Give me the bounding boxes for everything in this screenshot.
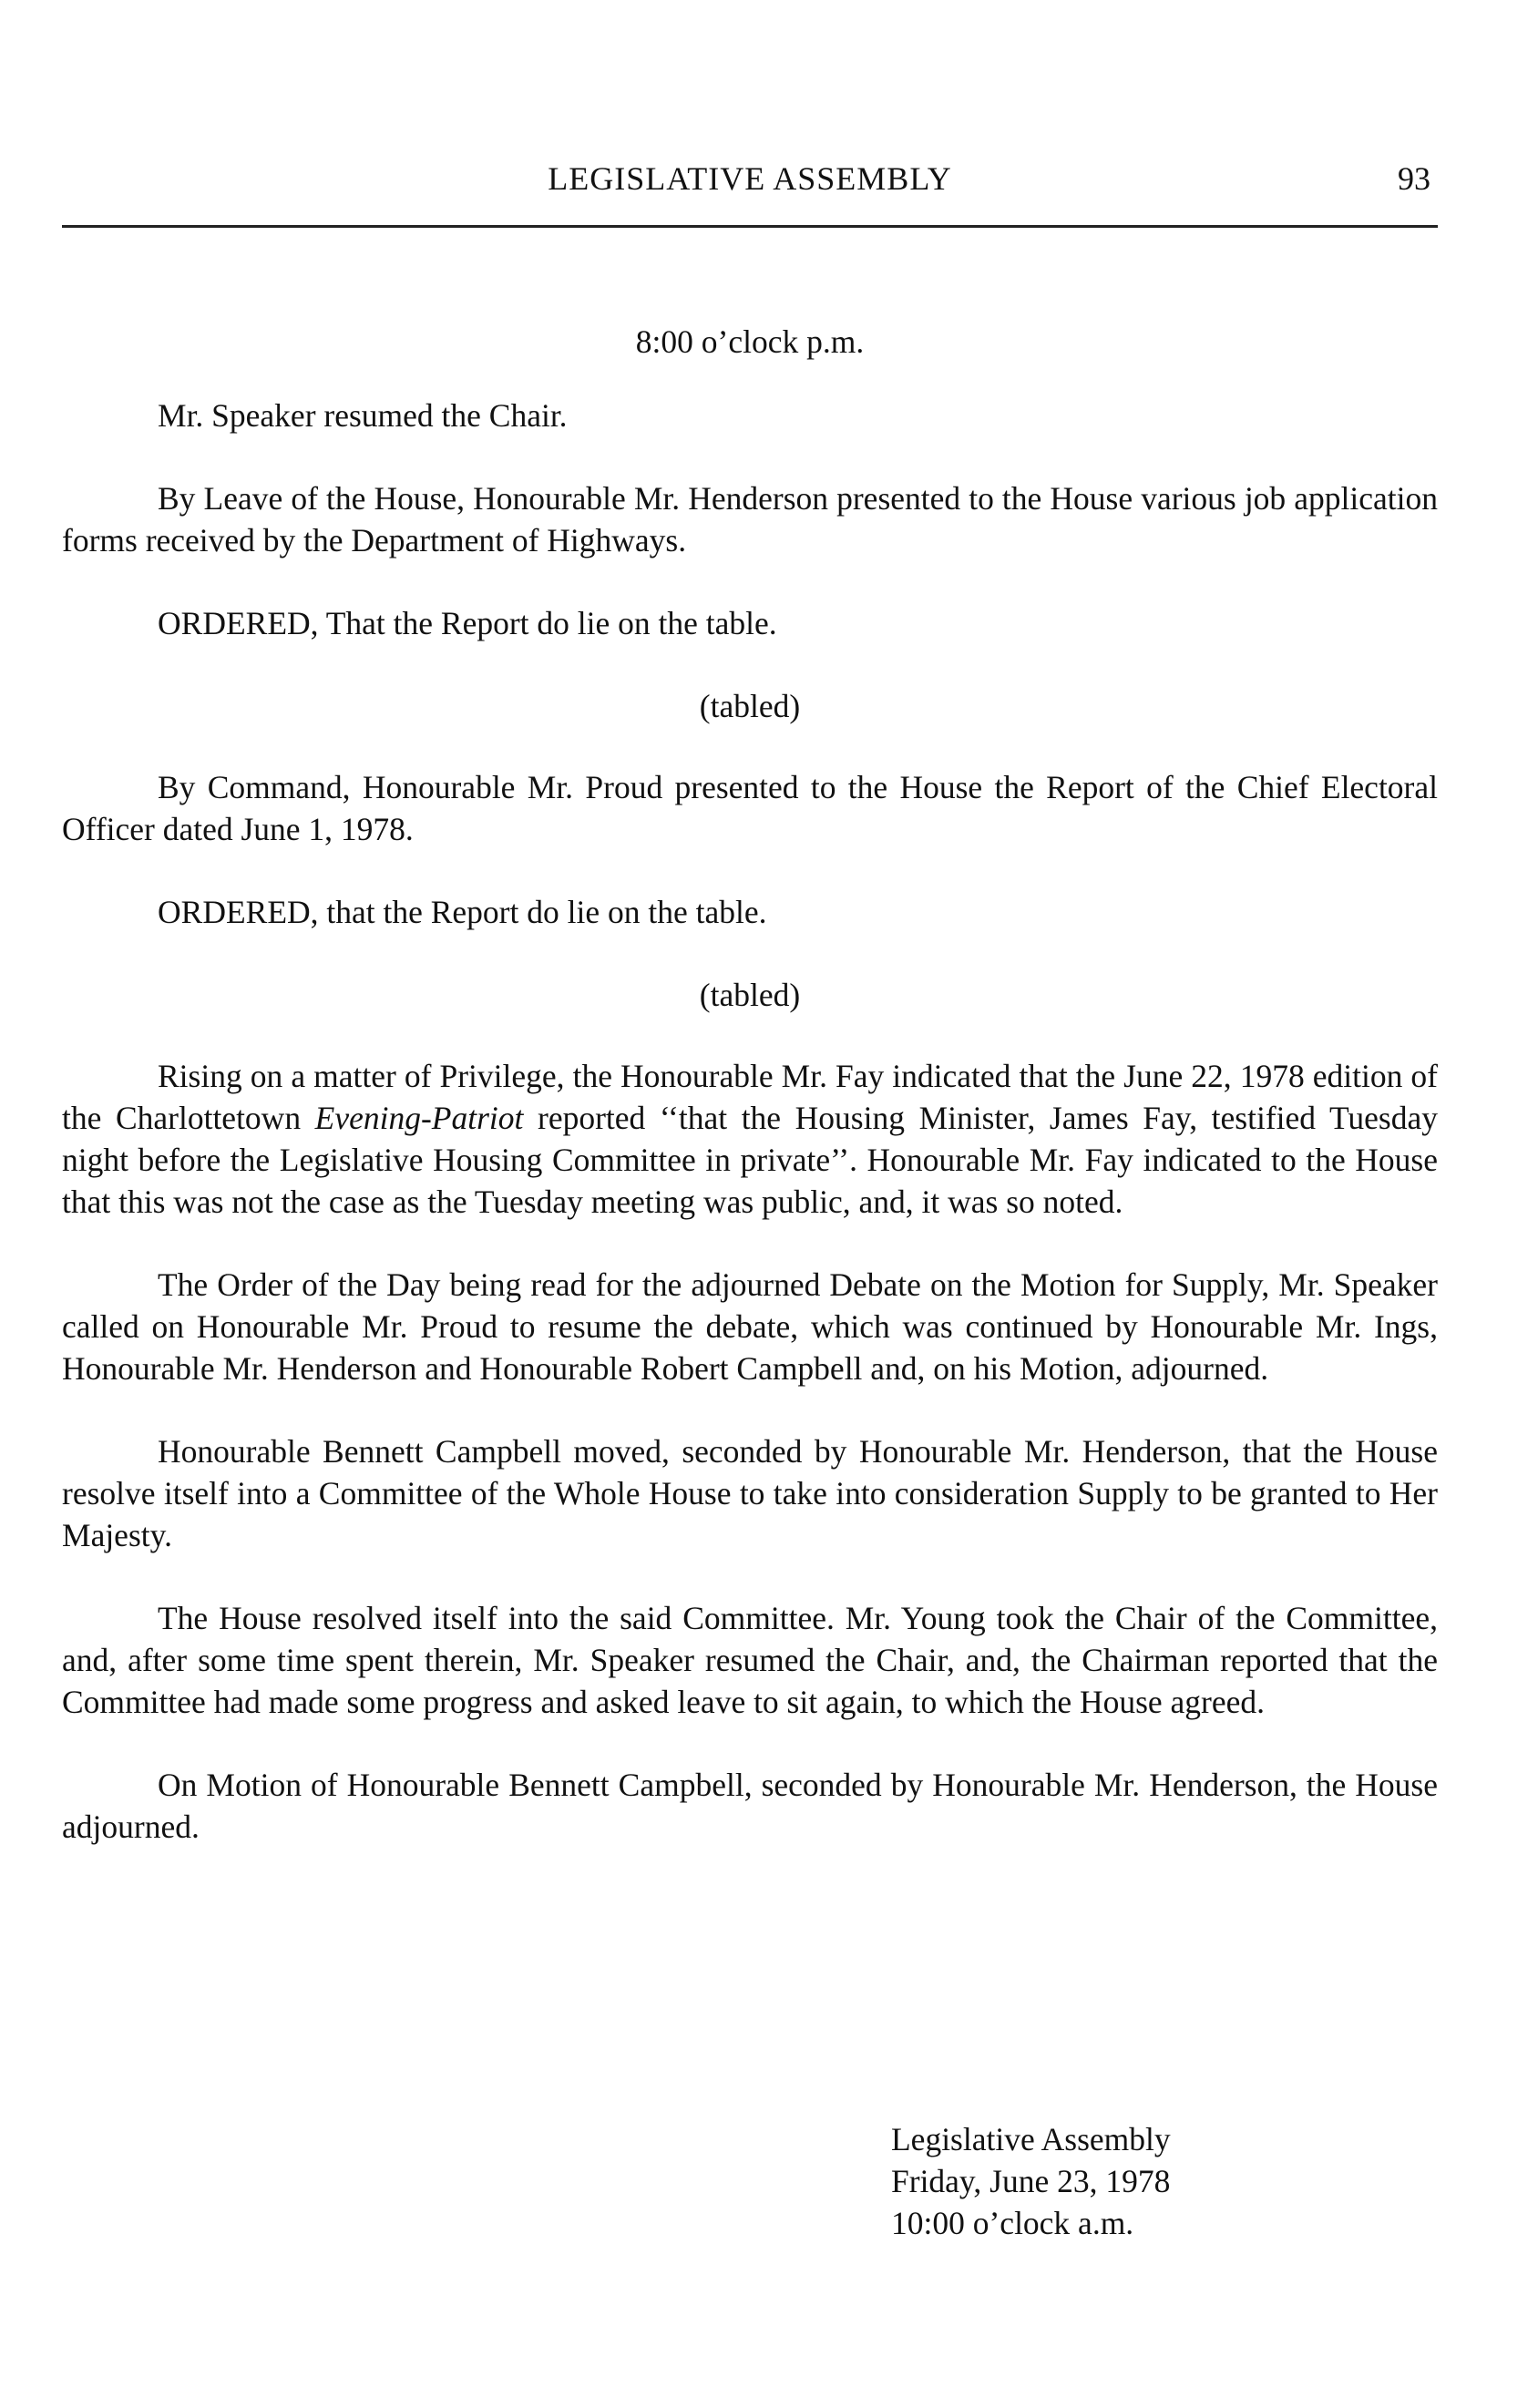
privilege-text-start: Rising on a matter of Privilege, the Honourable Mr. Fay indicated that the June 22, 1978 edition of the Charlottetown [62, 1058, 1438, 1136]
privilege-text-end: reported ‘‘that the Housing Minister, James Fay, testified Tuesday night before the Legislative Housing Committee in private’’. Honourable Mr. Fay indicated to the House that this was not the case as the Tuesday meeting was public, and, it was so noted. [62, 1100, 1438, 1220]
paragraph-adjournment: On Motion of Honourable Bennett Campbell, seconded by Honourable Mr. Henderson, the House adjourned. [62, 1767, 1438, 1845]
header-title: LEGISLATIVE ASSEMBLY [548, 160, 952, 197]
tabled-note-1: (tabled) [699, 688, 801, 724]
paragraph-job-applications: By Leave of the House, Honourable Mr. Henderson presented to the House various job application forms received by the Department of Highways. [62, 480, 1438, 558]
session-time: 8:00 o’clock p.m. [635, 323, 865, 360]
paragraph-privilege [62, 1055, 1438, 1223]
paragraph-speaker-resumed: Mr. Speaker resumed the Chair. [158, 397, 568, 434]
paragraph-electoral-report: By Command, Honourable Mr. Proud presented to the House the Report of the Chief Electoral Officer dated June 1, 1978. [62, 769, 1438, 847]
journal-body [62, 321, 1438, 1848]
paragraph-supply-debate: The Order of the Day being read for the adjourned Debate on the Motion for Supply, Mr. Speaker called on Honourable Mr. Proud to resume the debate, which was continued by Honourable Mr. Ings, Honourable Mr. Henderson and Honourable Robert Campbell and, on his Motion, adjourned. [62, 1266, 1438, 1387]
header-rule [62, 225, 1438, 228]
newspaper-name: Evening-Patriot [314, 1100, 524, 1136]
next-sitting-date: Friday, June 23, 1978 [891, 2163, 1171, 2199]
page-number: 93 [1398, 160, 1430, 197]
next-sitting-body: Legislative Assembly [891, 2121, 1171, 2157]
paragraph-ordered-1: ORDERED, That the Report do lie on the table. [158, 605, 777, 641]
next-sitting-time: 10:00 o’clock a.m. [891, 2205, 1134, 2241]
tabled-note-2: (tabled) [699, 977, 801, 1013]
paragraph-committee-report: The House resolved itself into the said Committee. Mr. Young took the Chair of the Committee, and, after some time spent therein, Mr. Speaker resumed the Chair, and, the Chairman reported that the Committee had made some progress and asked leave to sit again, to which the House agreed. [62, 1600, 1438, 1720]
next-sitting-block [891, 2118, 1171, 2244]
paragraph-committee-motion: Honourable Bennett Campbell moved, seconded by Honourable Mr. Henderson, that the House resolve itself into a Committee of the Whole House to take into consideration Supply to be granted to Her Majesty. [62, 1433, 1438, 1553]
running-header [62, 159, 1438, 205]
paragraph-ordered-2: ORDERED, that the Report do lie on the table. [158, 894, 767, 930]
